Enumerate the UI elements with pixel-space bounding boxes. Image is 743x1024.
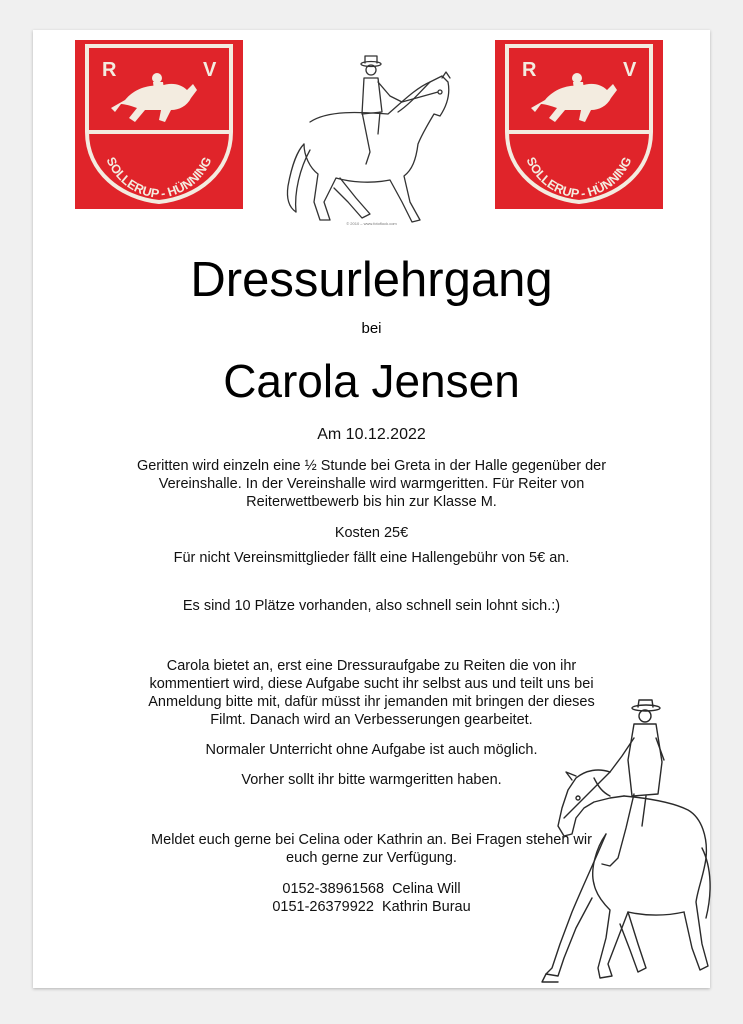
contact-line-1: Meldet euch gerne bei Celina oder Kathrin an. Bei Fragen stehen wir (151, 832, 592, 848)
logo-club-name: SOLLERUP - HÜNNING (523, 154, 635, 202)
offer-line-1: Carola bietet an, erst eine Dressuraufgabe zu Reiten die von ihr (166, 658, 577, 674)
intro-line-2: Vereinshalle. In der Vereinshalle wird warmgeritten. Für Reiter von (158, 476, 585, 492)
club-logo-left (75, 40, 243, 209)
connector-text: bei (361, 320, 382, 337)
dressage-horse-illustration-top (270, 52, 456, 232)
offer-line-4: Filmt. Danach wird an Verbesserungen gearbeitet. (210, 712, 533, 728)
places-text: Es sind 10 Plätze vorhanden, also schnell sein lohnt sich.:) (182, 598, 561, 614)
event-date: Am 10.12.2022 (317, 426, 426, 443)
warmup-text: Vorher sollt ihr bitte warmgeritten haben. (241, 772, 502, 788)
phone-kathrin: 0151-26379922 Kathrin Burau (272, 899, 471, 915)
logo-letter-v: V (623, 59, 637, 81)
club-logo-right (495, 40, 663, 209)
image-credit: © 2010 – www.fotoflock.com (346, 221, 397, 226)
hall-fee-text: Für nicht Vereinsmittglieder fällt eine Hallengebühr von 5€ an. (173, 550, 570, 566)
logo-club-name: SOLLERUP - HÜNNING (103, 154, 215, 202)
flyer-title: Dressurlehrgang (190, 253, 553, 307)
normal-lesson-text: Normaler Unterricht ohne Aufgabe ist auch möglich. (205, 742, 538, 758)
dressage-horse-illustration-bottom (506, 698, 712, 988)
flyer-page (33, 30, 710, 988)
trainer-name: Carola Jensen (223, 355, 520, 407)
cost-text: Kosten 25€ (334, 525, 409, 541)
intro-line-1: Geritten wird einzeln eine ½ Stunde bei Greta in der Halle gegenüber der (136, 458, 607, 474)
offer-line-3: Anmeldung bitte mit, dafür müsst ihr jemanden mit bringen der dieses (148, 694, 595, 710)
logo-letter-r: R (522, 59, 537, 81)
intro-line-3: Reiterwettbewerb bis hin zur Klasse M. (246, 494, 497, 510)
logo-letter-r: R (102, 59, 117, 81)
logo-letter-v: V (203, 59, 217, 81)
offer-line-2: kommentiert wird, diese Aufgabe sucht ihr selbst aus und teilt uns bei (149, 676, 594, 692)
phone-celina: 0152-38961568 Celina Will (282, 881, 461, 897)
contact-line-2: euch gerne zur Verfügung. (286, 850, 457, 866)
